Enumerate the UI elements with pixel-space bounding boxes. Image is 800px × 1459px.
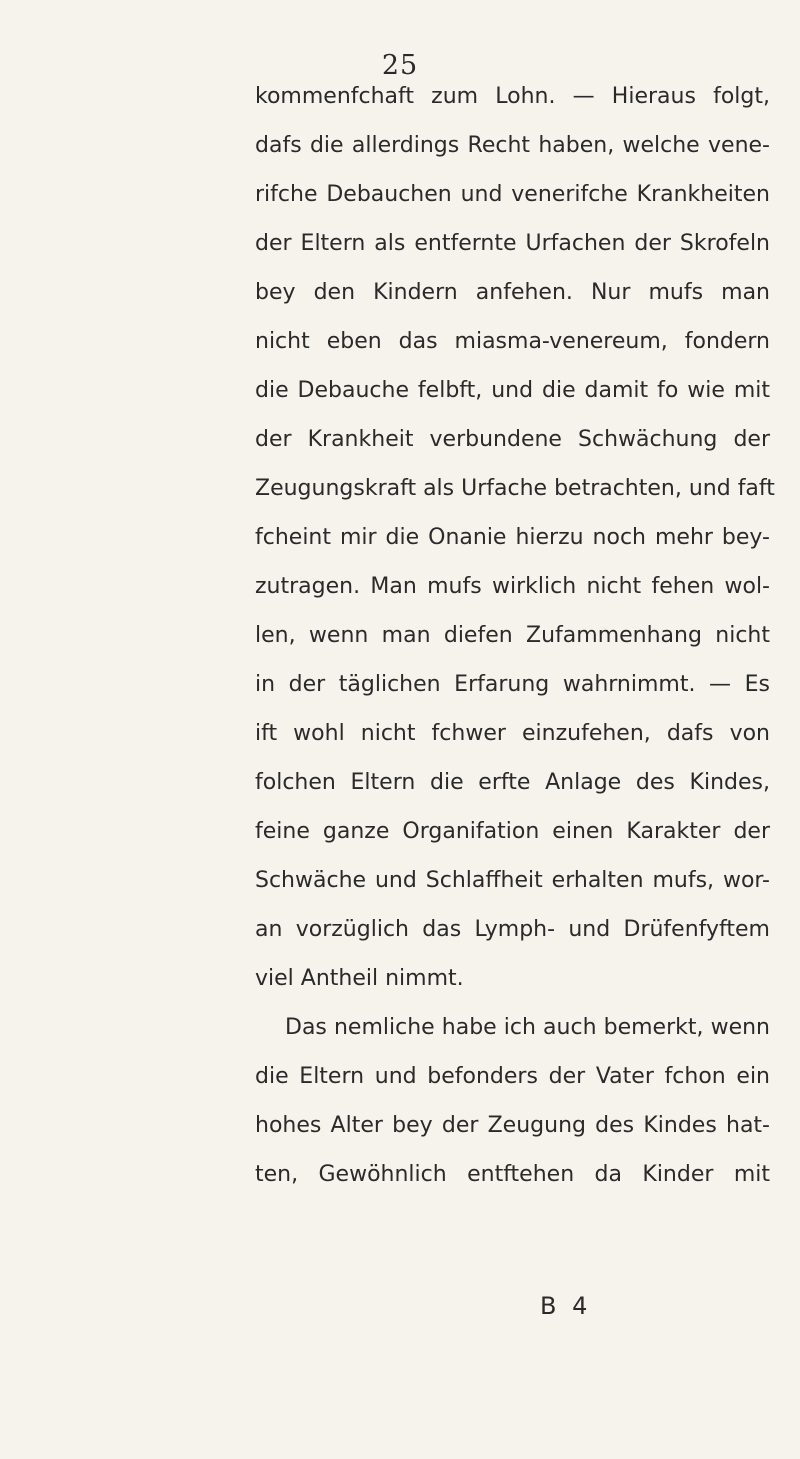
text-line: Zeugungskraft als Urfache betrachten, und faft	[255, 476, 775, 501]
text-line: kommenfchaft zum Lohn. — Hieraus folgt,	[255, 84, 770, 109]
page-number: 25	[381, 50, 419, 81]
text-line: len, wenn man diefen Zufammenhang nicht	[255, 623, 770, 648]
signature-mark: B 4	[540, 1292, 592, 1320]
text-line: feine ganze Organifation einen Karakter der	[255, 819, 770, 844]
text-line: ift wohl nicht fchwer einzufehen, dafs von	[255, 721, 770, 746]
text-line: der Krankheit verbundene Schwächung der	[255, 427, 770, 452]
text-line: die Debauche felbft, und die damit fo wie mit	[255, 378, 770, 403]
text-line: viel Antheil nimmt.	[255, 966, 464, 991]
text-line: die Eltern und befonders der Vater fchon ein	[255, 1064, 770, 1089]
text-line: rifche Debauchen und venerifche Krankheiten	[255, 182, 770, 207]
text-line: zutragen. Man mufs wirklich nicht fehen wol-	[255, 574, 770, 599]
text-line: ten, Gewöhnlich entftehen da Kinder mit	[255, 1162, 770, 1187]
text-line: folchen Eltern die erfte Anlage des Kindes,	[255, 770, 770, 795]
text-line: dafs die allerdings Recht haben, welche vene-	[255, 133, 770, 158]
text-line: hohes Alter bey der Zeugung des Kindes hat-	[255, 1113, 770, 1138]
text-line: der Eltern als entfernte Urfachen der Skrofeln	[255, 231, 770, 256]
body-text	[255, 72, 775, 1199]
text-line: in der täglichen Erfarung wahrnimmt. — Es	[255, 672, 770, 697]
text-line: bey den Kindern anfehen. Nur mufs man	[255, 280, 770, 305]
text-line: fcheint mir die Onanie hierzu noch mehr bey-	[255, 525, 770, 550]
text-line: an vorzüglich das Lymph- und Drüfenfyftem	[255, 917, 770, 942]
text-line: nicht eben das miasma-venereum, fondern	[255, 329, 770, 354]
text-line: Schwäche und Schlaffheit erhalten mufs, wor-	[255, 868, 770, 893]
text-line: Das nemliche habe ich auch bemerkt, wenn	[285, 1015, 770, 1040]
